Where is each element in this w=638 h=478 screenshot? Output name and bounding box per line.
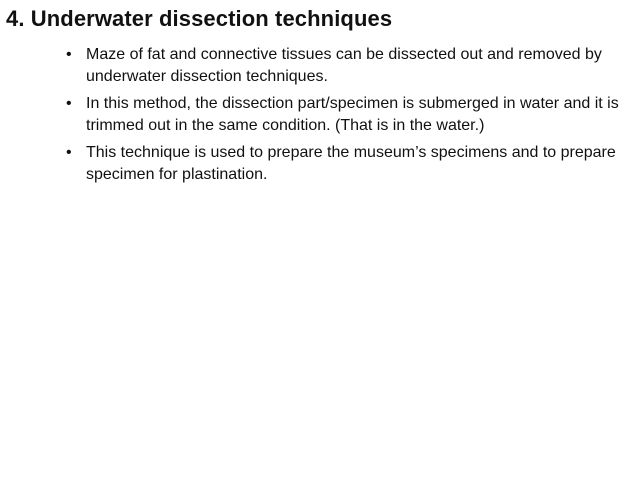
bullet-item xyxy=(66,93,624,137)
bullet-dot-icon: • xyxy=(66,95,72,112)
bullet-list xyxy=(66,44,624,191)
bullet-dot-icon: • xyxy=(66,46,72,63)
bullet-dot-icon: • xyxy=(66,144,72,161)
bullet-text: In this method, the dissection part/specimen is submerged in water and it is trimmed out in the same condition. (That is in the water.) xyxy=(86,95,619,134)
bullet-item xyxy=(66,142,624,186)
bullet-text: Maze of fat and connective tissues can be dissected out and removed by underwater dissection techniques. xyxy=(86,46,602,85)
bullet-item xyxy=(66,44,624,88)
bullet-text: This technique is used to prepare the museum’s specimens and to prepare specimen for plastination. xyxy=(86,144,616,183)
slide-title: 4. Underwater dissection techniques xyxy=(6,6,393,31)
